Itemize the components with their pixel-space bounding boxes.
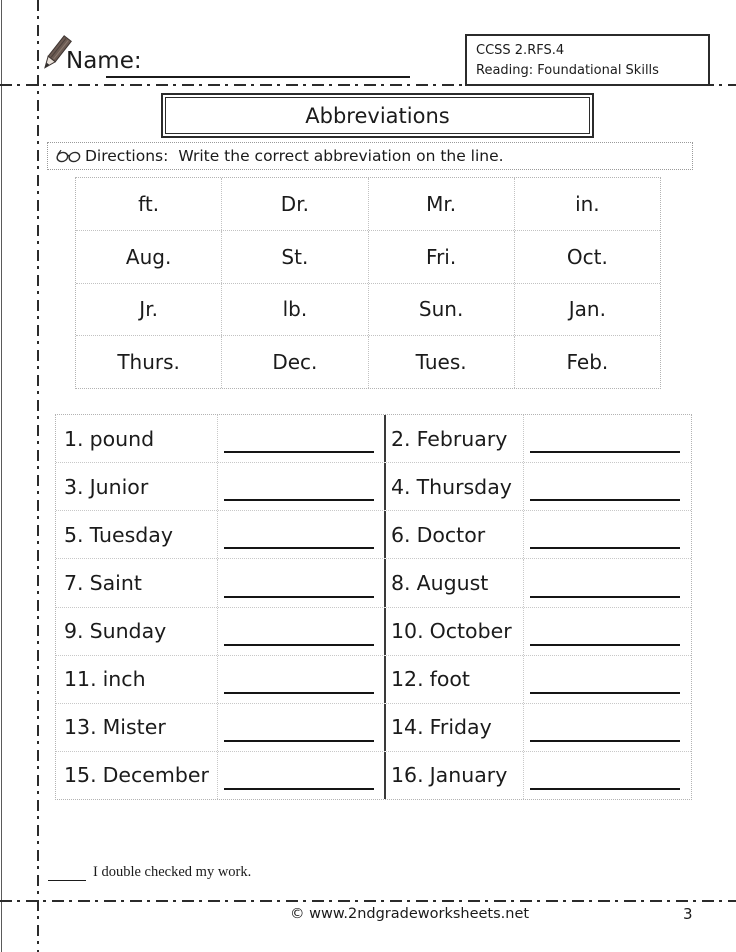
directions-label: Directions: xyxy=(85,147,169,165)
answer-blank-cell xyxy=(523,752,691,799)
exercise-row xyxy=(56,558,691,606)
exercise-item xyxy=(56,511,217,558)
exercise-item xyxy=(384,608,523,655)
word-bank-cell: Fri. xyxy=(368,231,514,283)
answer-blank-cell xyxy=(523,463,691,510)
exercise-row xyxy=(56,751,691,799)
exercise-number: 4. xyxy=(391,474,411,499)
page-title: Abbreviations xyxy=(165,97,590,134)
answer-blank-cell xyxy=(523,704,691,751)
exercise-number: 14. xyxy=(391,715,424,740)
exercise-item xyxy=(384,704,523,751)
page-edge-line xyxy=(1,0,2,952)
exercise-number: 11. xyxy=(64,667,97,692)
exercise-word: January xyxy=(429,763,508,788)
answer-blank-cell xyxy=(523,415,691,462)
word-bank-cell: Feb. xyxy=(514,336,660,388)
exercise-word: pound xyxy=(89,426,155,451)
word-bank-cell: Mr. xyxy=(368,178,514,230)
exercise-word: Sunday xyxy=(89,619,167,644)
standards-box xyxy=(465,34,710,86)
exercise-number: 10. xyxy=(391,619,424,644)
word-bank-cell: Jr. xyxy=(139,297,158,322)
exercise-number: 8. xyxy=(391,570,411,595)
answer-blank-cell xyxy=(217,704,384,751)
exercise-item xyxy=(384,559,523,606)
ccss-strand: Reading: Foundational Skills xyxy=(476,62,659,78)
exercise-word: February xyxy=(416,426,508,451)
word-bank-cell: Jan. xyxy=(514,284,660,336)
exercise-item xyxy=(384,752,523,799)
answer-blank-line[interactable] xyxy=(224,644,374,646)
word-bank-cell: Oct. xyxy=(514,231,660,283)
answer-blank-line[interactable] xyxy=(530,740,680,742)
exercise-row xyxy=(56,655,691,703)
exercise-number: 3. xyxy=(64,474,84,499)
answer-blank-line[interactable] xyxy=(224,547,374,549)
answer-blank-line[interactable] xyxy=(530,644,680,646)
answer-blank-cell xyxy=(217,656,384,703)
answer-blank-line[interactable] xyxy=(224,451,374,453)
exercise-item xyxy=(56,752,217,799)
directions-box xyxy=(47,142,693,170)
word-bank-cell: Dr. xyxy=(221,178,367,230)
word-bank-cell: Thurs. xyxy=(117,350,180,375)
answer-blank-line[interactable] xyxy=(530,596,680,598)
name-label: Name: xyxy=(66,48,142,74)
exercise-number: 15. xyxy=(64,763,97,788)
word-bank-cell: Aug. xyxy=(125,244,172,269)
exercise-item xyxy=(384,511,523,558)
answer-blank-cell xyxy=(523,656,691,703)
exercise-number: 7. xyxy=(64,570,84,595)
directions-text: Write the correct abbreviation on the line. xyxy=(178,147,504,165)
exercise-item xyxy=(56,415,217,462)
eyeglasses-icon xyxy=(55,149,82,163)
answer-blank-line[interactable] xyxy=(530,547,680,549)
title-box xyxy=(161,93,594,138)
exercise-row xyxy=(56,415,691,462)
self-check-row xyxy=(48,864,251,881)
exercise-word: Doctor xyxy=(416,522,486,547)
answer-blank-cell xyxy=(523,608,691,655)
exercise-word: Mister xyxy=(102,715,166,740)
exercise-item xyxy=(384,415,523,462)
exercise-row xyxy=(56,510,691,558)
answer-blank-line[interactable] xyxy=(224,788,374,790)
exercise-word: Tuesday xyxy=(89,522,173,547)
answer-blank-line[interactable] xyxy=(224,499,374,501)
answer-blank-cell xyxy=(523,511,691,558)
answer-blank-line[interactable] xyxy=(530,451,680,453)
exercise-word: inch xyxy=(102,667,146,692)
exercise-row xyxy=(56,462,691,510)
answer-blank-cell xyxy=(217,463,384,510)
exercise-word: Saint xyxy=(89,570,142,595)
word-bank-row xyxy=(76,283,660,336)
word-bank-row xyxy=(76,230,660,283)
word-bank-row xyxy=(76,178,660,230)
self-check-blank-line[interactable] xyxy=(48,866,86,881)
self-check-text: I double checked my work. xyxy=(93,864,252,880)
answer-blank-cell xyxy=(217,608,384,655)
ccss-code: CCSS 2.RFS.4 xyxy=(476,43,565,58)
answer-blank-cell xyxy=(217,559,384,606)
answer-blank-cell xyxy=(217,752,384,799)
exercise-word: October xyxy=(429,619,512,644)
exercise-item xyxy=(56,704,217,751)
exercise-number: 13. xyxy=(64,715,97,740)
exercise-item xyxy=(56,608,217,655)
exercise-row xyxy=(56,703,691,751)
exercise-number: 12. xyxy=(391,667,424,692)
word-bank xyxy=(75,177,661,389)
answer-blank-line[interactable] xyxy=(530,788,680,790)
exercise-number: 6. xyxy=(391,522,411,547)
answer-blank-cell xyxy=(523,559,691,606)
answer-blank-cell xyxy=(217,511,384,558)
exercise-item xyxy=(56,559,217,606)
copyright-text: © www.2ndgradeworksheets.net xyxy=(290,906,530,922)
answer-blank-line[interactable] xyxy=(224,596,374,598)
exercise-word: December xyxy=(102,763,209,788)
word-bank-cell: ft. xyxy=(138,191,160,216)
exercise-item xyxy=(384,656,523,703)
exercise-word: Friday xyxy=(429,715,492,740)
exercise-number: 1. xyxy=(64,426,84,451)
exercise-item xyxy=(56,656,217,703)
exercise-item xyxy=(56,463,217,510)
answer-blank-line[interactable] xyxy=(530,499,680,501)
exercise-word: Junior xyxy=(89,474,149,499)
page-number: 3 xyxy=(683,905,693,923)
word-bank-cell: lb. xyxy=(221,284,367,336)
word-bank-cell: Sun. xyxy=(368,284,514,336)
answer-blank-cell xyxy=(217,415,384,462)
exercise-item xyxy=(384,463,523,510)
fold-line-vertical xyxy=(37,0,39,952)
exercise-word: August xyxy=(416,570,489,595)
exercise-number: 16. xyxy=(391,763,424,788)
answer-blank-line[interactable] xyxy=(530,692,680,694)
fold-line-bottom xyxy=(0,900,736,902)
name-input-line[interactable] xyxy=(106,76,410,78)
exercise-table xyxy=(55,414,692,800)
word-bank-cell: Dec. xyxy=(221,336,367,388)
answer-blank-line[interactable] xyxy=(224,692,374,694)
word-bank-cell: St. xyxy=(221,231,367,283)
word-bank-cell: in. xyxy=(514,178,660,230)
exercise-row xyxy=(56,607,691,655)
exercise-number: 9. xyxy=(64,619,84,644)
word-bank-row xyxy=(76,335,660,388)
answer-blank-line[interactable] xyxy=(224,740,374,742)
word-bank-cell: Tues. xyxy=(368,336,514,388)
exercise-word: Thursday xyxy=(416,474,512,499)
exercise-word: foot xyxy=(429,667,470,692)
exercise-number: 5. xyxy=(64,522,84,547)
exercise-number: 2. xyxy=(391,426,411,451)
